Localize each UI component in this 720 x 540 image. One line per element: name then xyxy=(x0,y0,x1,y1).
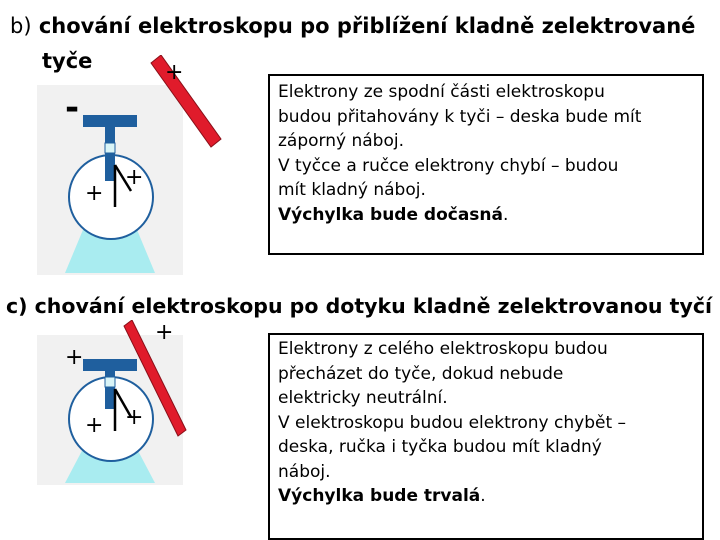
rod-plus-sign-b: + xyxy=(165,60,184,85)
explanation-c-line-4: V elektroskopu budou elektrony chybět – xyxy=(278,412,627,433)
explanation-c-line-2: přecházet do tyče, dokud nebude xyxy=(278,363,564,384)
explanation-b-line-3: záporný náboj. xyxy=(278,131,404,151)
explanation-c-line-1: Elektrony z celého elektroskopu budou xyxy=(278,339,608,359)
explanation-c-line-5: deska, ručka i tyčka budou mít kladný xyxy=(278,437,602,457)
section-b-letter: b) xyxy=(10,14,32,38)
explanation-b-line-1: Elektrony ze spodní části elektroskopu xyxy=(278,82,605,102)
electroscope-b-plate xyxy=(83,115,137,127)
explanation-c-line-6: náboj. xyxy=(278,461,331,482)
section-b-title-line1: chování elektroskopu po přiblížení kladně zelektrované xyxy=(38,14,696,38)
section-c-heading: c) chování elektroskopu po dotyku kladně zelektrovanou tyčí xyxy=(6,294,712,318)
conclusion-c-end: . xyxy=(480,486,486,506)
rod-b-shape xyxy=(151,55,221,147)
section-b-heading-line2 xyxy=(42,48,92,74)
leaf-left-plus-sign-c: + xyxy=(85,413,104,438)
leaf-left-plus-sign-b: + xyxy=(85,181,104,206)
conclusion-c-bold: Výchylka bude trvalá xyxy=(278,486,481,506)
section-b-title-line2: tyče xyxy=(42,49,93,73)
conclusion-b-bold: Výchylka bude dočasná xyxy=(278,204,504,225)
explanation-c-line-3: elektricky neutrální. xyxy=(278,388,448,408)
rod-plus-sign-c: + xyxy=(155,320,174,345)
explanation-c-conclusion xyxy=(278,484,694,509)
leaf-right-plus-sign-b: + xyxy=(125,165,144,190)
plate-negative-sign-b: - xyxy=(65,88,80,128)
charged-rod-c xyxy=(110,320,190,440)
explanation-b-conclusion xyxy=(278,203,694,228)
explanation-box-c xyxy=(268,333,704,540)
explanation-b-line-2: budou přitahovány k tyči – deska bude mít xyxy=(278,106,642,127)
explanation-box-b xyxy=(268,74,704,255)
leaf-right-plus-sign-c: + xyxy=(125,405,144,430)
section-b-heading xyxy=(10,13,695,39)
explanation-b-line-4: V tyčce a ručce elektrony chybí – budou xyxy=(278,155,619,176)
plate-plus-sign-c: + xyxy=(65,345,84,370)
electroscope-b-insulator xyxy=(105,143,115,153)
explanation-b-line-5: mít kladný náboj. xyxy=(278,180,426,200)
conclusion-b-end: . xyxy=(503,204,509,225)
